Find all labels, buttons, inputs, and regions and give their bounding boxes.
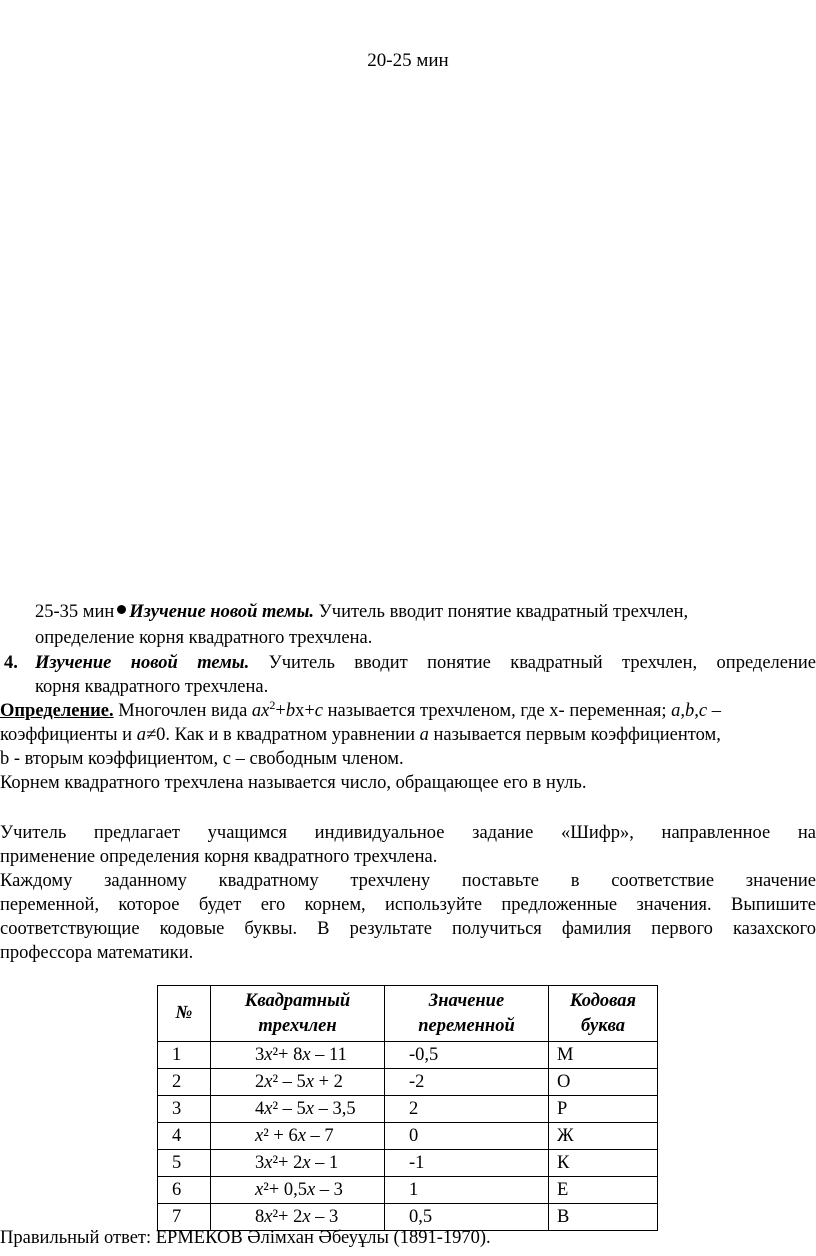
table-row [158,1069,658,1096]
formula-c: c [314,701,323,721]
task-p2-line-4: профессора математики. [0,943,194,963]
row-number: 3 [158,1096,211,1123]
definition-label: Определение. [0,701,114,721]
row-trinomial: 3x²+ 2x – 1 [211,1150,385,1177]
row-letter: М [549,1042,658,1069]
definition-dash: – [707,701,721,721]
header-letter: Кодовая буква [549,986,658,1042]
cipher-table [157,985,658,1231]
row-number: 5 [158,1150,211,1177]
stage-time: 25-35 мин [35,602,115,622]
task-p2-line-1: Каждому заданному квадратному трехчлену поставьте в соответствие значение [0,871,816,891]
header-value: Значение переменной [385,986,549,1042]
row-number: 2 [158,1069,211,1096]
definition-line-2 [0,725,721,746]
row-value: 1 [385,1177,549,1204]
item4-number: 4. [4,653,18,673]
row-number: 6 [158,1177,211,1204]
row-trinomial: 3x²+ 8x – 11 [211,1042,385,1069]
row-value: 0 [385,1123,549,1150]
definition-line-1 [0,698,721,722]
table-row [158,1123,658,1150]
correct-answer: Правильный ответ: ЕРМЕКОВ Әлімхан Әбеуұлы (1891-1970). [0,1228,491,1248]
header-number: № [158,986,211,1042]
row-value: -0,5 [385,1042,549,1069]
row-value: 0,5 [385,1204,549,1231]
row-letter: К [549,1150,658,1177]
formula-ax: ax [251,701,270,721]
row-letter: О [549,1069,658,1096]
definition-text: 0. Как и в квадратном уравнении [156,725,420,745]
table-row [158,1177,658,1204]
definition-text: Многочлен вида [113,701,252,721]
row-trinomial: x² + 6x – 7 [211,1123,385,1150]
formula-a: a [419,725,429,745]
task-p2-line-2: переменной, которое будет его корнем, используйте предложенные значения. Выпишите [0,895,816,915]
row-number: 7 [158,1204,211,1231]
task-p2-line-3: соответствующие кодовые буквы. В результате получиться фамилия первого казахского [0,919,816,939]
header-trinomial: Квадратный трехчлен [211,986,385,1042]
table-row [158,1042,658,1069]
stage-title: Изучение новой темы. [129,602,315,622]
table-row [158,1204,658,1231]
formula-plus: + [275,701,286,721]
definition-root: Корнем квадратного трехчлена называется число, обращающее его в нуль. [0,773,587,793]
table-row [158,1096,658,1123]
definition-text-rest: называется трехчленом, где x- переменная; [322,701,672,721]
formula-b: b [285,701,296,721]
stage-line-2: определение корня квадратного трехчлена. [35,628,373,648]
row-letter: Р [549,1096,658,1123]
row-value: -1 [385,1150,549,1177]
task-p1-line-1: Учитель предлагает учащимся индивидуальное задание «Шифр», направленное на [0,823,816,843]
stage-line [35,602,688,623]
row-number: 1 [158,1042,211,1069]
definition-text: называется первым коэффициентом, [428,725,721,745]
row-letter: Ж [549,1123,658,1150]
table-header-row [158,986,658,1042]
row-number: 4 [158,1123,211,1150]
row-letter: Е [549,1177,658,1204]
row-trinomial: x²+ 0,5x – 3 [211,1177,385,1204]
task-p1-line-2: применение определения корня квадратного трехчлена. [0,847,438,867]
row-trinomial: 2x² – 5x + 2 [211,1069,385,1096]
item4-line [35,653,816,674]
formula-a-neq: a≠ [136,725,157,745]
stage-text: Учитель вводит понятие квадратный трехчлен, [314,602,689,622]
row-value: -2 [385,1069,549,1096]
formula-x: x+ [295,701,315,721]
row-letter: В [549,1204,658,1231]
table-row [158,1150,658,1177]
row-value: 2 [385,1096,549,1123]
definition-text: коэффициенты и [0,725,137,745]
definition-line-3: b - вторым коэффициентом, с – свободным членом. [0,749,404,769]
formula-abc: a,b,c [671,701,708,721]
item4-title: Изучение новой темы. [35,653,250,673]
row-trinomial: 8x²+ 2x – 3 [211,1204,385,1231]
formula-sup: 2 [269,698,276,712]
time-top: 20-25 мин [367,50,449,71]
item4-line-2: корня квадратного трехчлена. [35,677,269,697]
row-trinomial: 4x² – 5x – 3,5 [211,1096,385,1123]
item4-text: Учитель вводит понятие квадратный трехчлен, определение [249,653,816,673]
bullet-icon [117,605,126,614]
